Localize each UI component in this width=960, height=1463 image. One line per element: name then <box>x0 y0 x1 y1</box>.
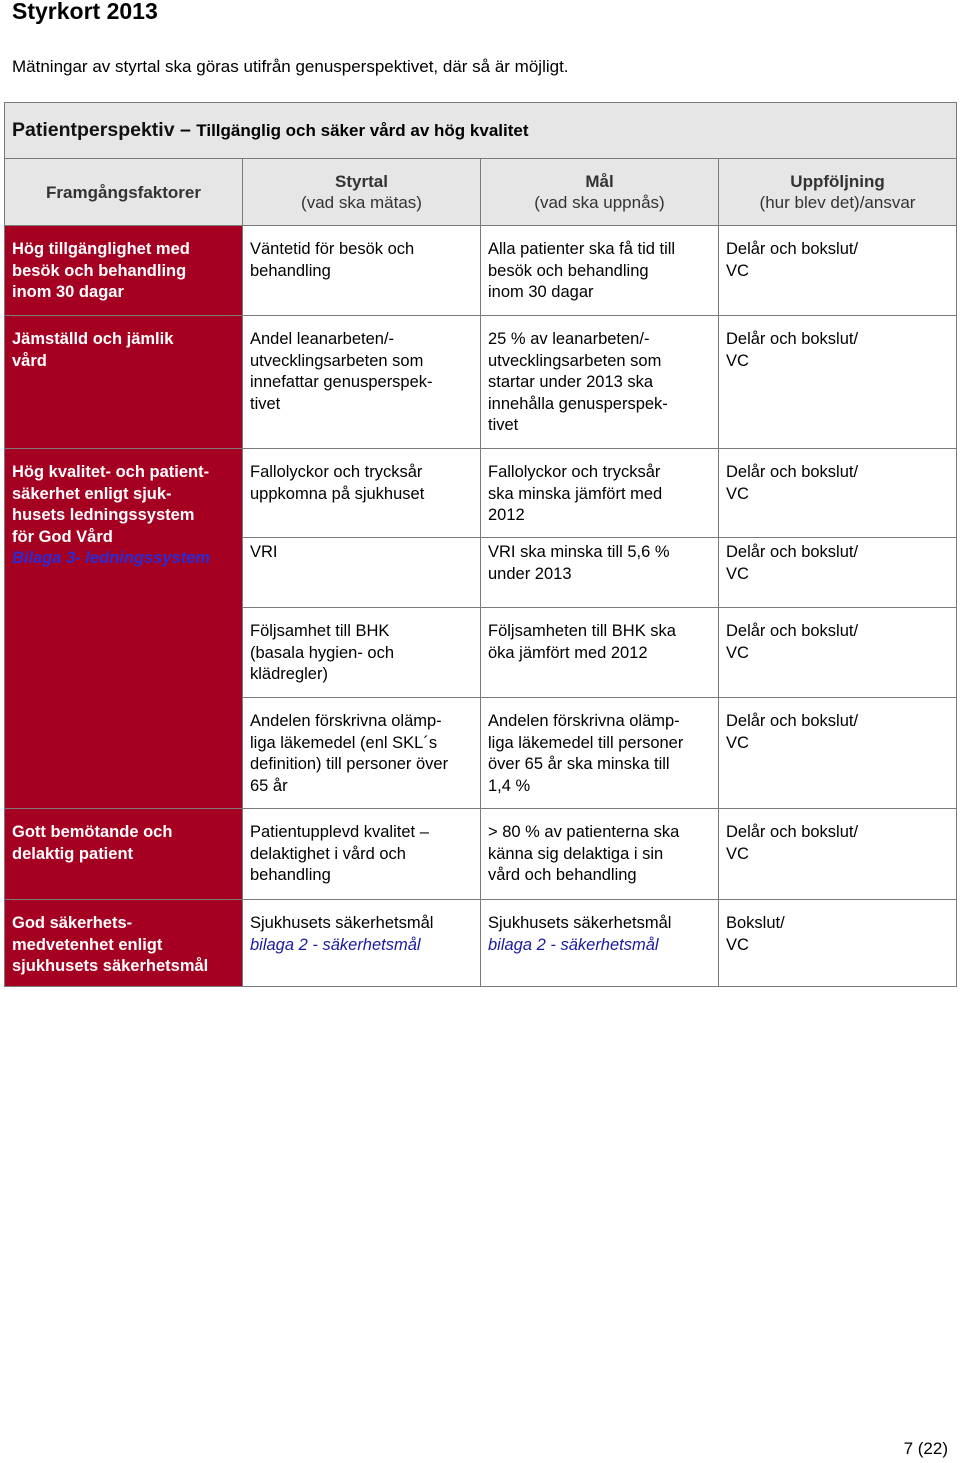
followup-cell <box>719 608 957 698</box>
goal-line: Andelen förskrivna olämp- <box>488 712 680 730</box>
followup-line: Delår och bokslut/ <box>726 330 859 348</box>
goal-line: Fallolyckor och trycksår <box>488 463 661 481</box>
followup-line: Delår och bokslut/ <box>726 463 859 481</box>
measure-line: utvecklingsarbeten som <box>250 351 424 370</box>
header-measures-label: Styrtal <box>335 172 388 191</box>
goal-line: inom 30 dagar <box>488 283 594 301</box>
measure-line: Fallolyckor och trycksår <box>250 463 423 481</box>
measure-line: delaktighet i vård och <box>250 844 406 863</box>
measure-cell <box>243 449 481 538</box>
goal-line: besök och behandling <box>488 261 649 280</box>
goal-cell <box>481 316 719 449</box>
followup-line: Delår och bokslut/ <box>726 712 859 730</box>
measure-cell <box>243 809 481 900</box>
header-factors <box>5 159 243 226</box>
goal-line: ska minska jämfört med <box>488 484 663 503</box>
goal-line: 1,4 % <box>488 776 531 795</box>
factor-line: Jämställd och jämlik <box>12 330 174 348</box>
factor-line: säkerhet enligt sjuk- <box>12 484 172 503</box>
followup-cell <box>719 900 957 987</box>
measure-line: behandling <box>250 866 331 884</box>
measure-line: definition) till personer över <box>250 755 449 773</box>
factor-line: God säkerhets- <box>12 914 133 932</box>
goal-line: > 80 % av patienterna ska <box>488 823 680 841</box>
followup-line: VC <box>726 733 749 752</box>
goal-cell <box>481 449 719 538</box>
goal-line: liga läkemedel till personer <box>488 733 684 752</box>
measure-line: Patientupplevd kvalitet – <box>250 823 429 841</box>
goal-cell <box>481 809 719 900</box>
followup-line: VC <box>726 643 749 662</box>
goal-line: startar under 2013 ska <box>488 373 654 391</box>
goal-line: Följsamheten till BHK ska <box>488 622 676 640</box>
measure-line: behandling <box>250 261 331 280</box>
goal-cell <box>481 226 719 316</box>
factor-attachment-link[interactable]: Bilaga 3- ledningssystem <box>12 549 211 567</box>
followup-line: VC <box>726 261 749 280</box>
factor-line: inom 30 dagar <box>12 283 124 301</box>
followup-cell <box>719 316 957 449</box>
goal-line: tivet <box>488 416 519 434</box>
measure-line: uppkomna på sjukhuset <box>250 484 425 503</box>
factor-cell <box>5 809 243 900</box>
goal-line: under 2013 <box>488 564 572 583</box>
measure-line: VRI <box>250 543 278 561</box>
header-factors-label: Framgångsfaktorer <box>46 182 201 202</box>
factor-line: husets ledningssystem <box>12 506 195 524</box>
factor-line: Gott bemötande och <box>12 823 173 841</box>
goal-cell <box>481 698 719 809</box>
followup-line: VC <box>726 564 749 583</box>
goal-cell <box>481 538 719 608</box>
goal-line: innehålla genusperspek- <box>488 394 668 413</box>
factor-cell <box>5 449 243 809</box>
table-row <box>5 809 957 900</box>
measure-attachment-link[interactable]: bilaga 2 - säkerhetsmål <box>250 935 421 954</box>
page-number: 7 (22) <box>903 1439 948 1458</box>
goal-cell <box>481 608 719 698</box>
goal-line: över 65 år ska minska till <box>488 755 670 773</box>
header-followup-sub: (hur blev det)/ansvar <box>759 193 916 212</box>
table-row <box>5 900 957 987</box>
measure-cell <box>243 900 481 987</box>
factor-line: vård <box>12 351 47 370</box>
measure-line: 65 år <box>250 776 288 795</box>
followup-cell <box>719 698 957 809</box>
factor-cell <box>5 900 243 987</box>
factor-line: Hög kvalitet- och patient- <box>12 463 210 481</box>
followup-line: Bokslut/ <box>726 914 785 932</box>
header-goals <box>481 159 719 226</box>
goal-line: VRI ska minska till 5,6 % <box>488 543 670 561</box>
measure-line: Väntetid för besök och <box>250 240 415 258</box>
followup-line: VC <box>726 351 749 370</box>
goal-cell <box>481 900 719 987</box>
goal-line: vård och behandling <box>488 866 637 884</box>
factor-cell <box>5 316 243 449</box>
followup-cell <box>719 449 957 538</box>
header-followup-label: Uppföljning <box>790 172 885 191</box>
title-subtitle: Tillgänglig och säker vård av hög kvalitet <box>196 120 529 140</box>
measure-cell <box>243 316 481 449</box>
table-row <box>5 316 957 449</box>
measure-line: Sjukhusets säkerhetsmål <box>250 914 434 932</box>
title-main: Patientperspektiv <box>12 118 175 141</box>
goal-line: 25 % av leanarbeten/- <box>488 330 650 348</box>
measure-line: innefattar genusperspek- <box>250 373 433 391</box>
scorecard-table <box>4 102 957 987</box>
followup-cell <box>719 538 957 608</box>
goal-attachment-link[interactable]: bilaga 2 - säkerhetsmål <box>488 935 659 954</box>
measure-line: liga läkemedel (enl SKL´s <box>250 733 438 752</box>
followup-line: Delår och bokslut/ <box>726 823 859 841</box>
header-measures <box>243 159 481 226</box>
factor-line: sjukhusets säkerhetsmål <box>12 957 209 975</box>
header-goals-sub: (vad ska uppnås) <box>534 193 665 212</box>
goal-line: 2012 <box>488 506 525 524</box>
measure-cell <box>243 538 481 608</box>
goal-line: Alla patienter ska få tid till <box>488 240 676 258</box>
intro-text: Mätningar av styrtal ska göras utifrån genusperspektivet, där så är möjligt. <box>12 57 569 76</box>
measure-line: Följsamhet till BHK <box>250 622 390 640</box>
title-dash: – <box>179 118 191 141</box>
header-goals-label: Mål <box>585 172 614 191</box>
document-title: Styrkort 2013 <box>12 0 158 24</box>
followup-line: VC <box>726 484 749 503</box>
followup-line: Delår och bokslut/ <box>726 543 859 561</box>
measure-cell <box>243 608 481 698</box>
measure-line: (basala hygien- och <box>250 643 395 662</box>
measure-line: tivet <box>250 394 281 413</box>
followup-line: Delår och bokslut/ <box>726 622 859 640</box>
measure-cell <box>243 226 481 316</box>
header-followup <box>719 159 957 226</box>
header-row <box>5 159 957 226</box>
followup-line: VC <box>726 844 749 863</box>
measure-cell <box>243 698 481 809</box>
factor-line: för God Vård <box>12 527 113 546</box>
followup-line: Delår och bokslut/ <box>726 240 859 258</box>
table-title-row <box>5 103 957 159</box>
factor-cell <box>5 226 243 316</box>
followup-line: VC <box>726 935 749 954</box>
header-measures-sub: (vad ska mätas) <box>301 193 422 212</box>
table-row <box>5 226 957 316</box>
followup-cell <box>719 809 957 900</box>
table-title <box>5 103 957 159</box>
measure-line: klädregler) <box>250 665 328 683</box>
factor-line: medvetenhet enligt <box>12 935 163 954</box>
goal-line: utvecklingsarbeten som <box>488 351 662 370</box>
goal-line: öka jämfört med 2012 <box>488 643 648 662</box>
followup-cell <box>719 226 957 316</box>
goal-line: Sjukhusets säkerhetsmål <box>488 914 672 932</box>
factor-line: besök och behandling <box>12 261 187 280</box>
measure-line: Andel leanarbeten/- <box>250 330 395 348</box>
factor-line: delaktig patient <box>12 844 134 863</box>
measure-line: Andelen förskrivna olämp- <box>250 712 442 730</box>
table-row <box>5 449 957 538</box>
goal-line: känna sig delaktiga i sin <box>488 844 664 863</box>
factor-line: Hög tillgänglighet med <box>12 240 190 258</box>
